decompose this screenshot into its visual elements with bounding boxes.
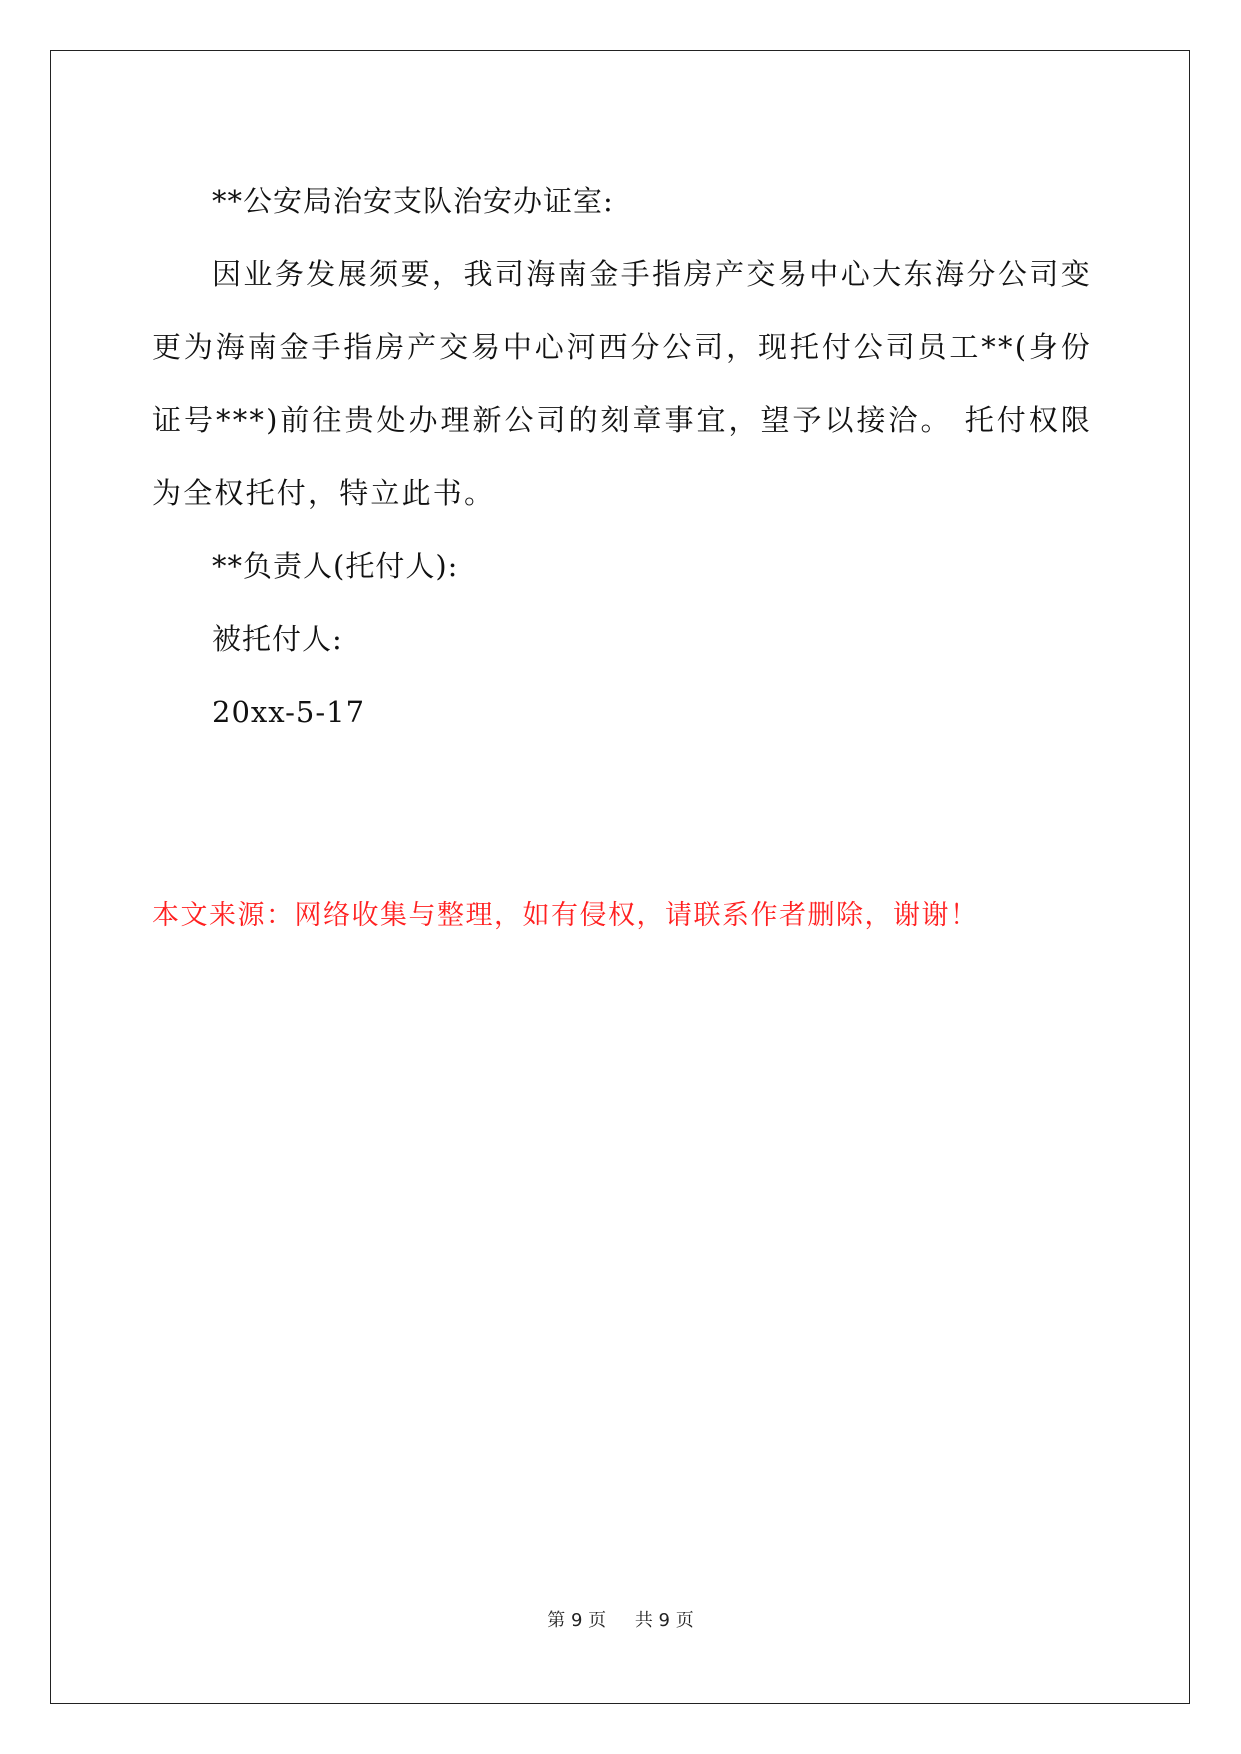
total-label-prefix: 共 [634,1610,653,1631]
page-footer [0,1606,1241,1632]
total-label-suffix: 页 [675,1610,694,1631]
date-line: 20xx-5-17 [212,695,366,729]
salutation: **公安局治安支队治安办证室: [212,184,614,218]
principal-signature-line: **负责人(托付人): [212,549,459,583]
body-paragraph: 因业务发展须要，我司海南金手指房产交易中心大东海分公司变更为海南金手指房产交易中心河西分公司，现托付公司员工**(身份证号***)前往贵处办理新公司的刻章事宜，望予以接洽。 托付权限为全权托付，特立此书。 [152,257,1092,510]
page-label-prefix: 第 [547,1610,566,1631]
agent-signature-line: 被托付人: [212,622,343,656]
letter-content [152,165,1092,749]
total-page-number: 9 [658,1610,670,1631]
current-page-number: 9 [570,1610,583,1631]
page-label-suffix: 页 [588,1610,607,1631]
source-note: 本文来源：网络收集与整理，如有侵权，请联系作者删除，谢谢！ [152,900,979,931]
